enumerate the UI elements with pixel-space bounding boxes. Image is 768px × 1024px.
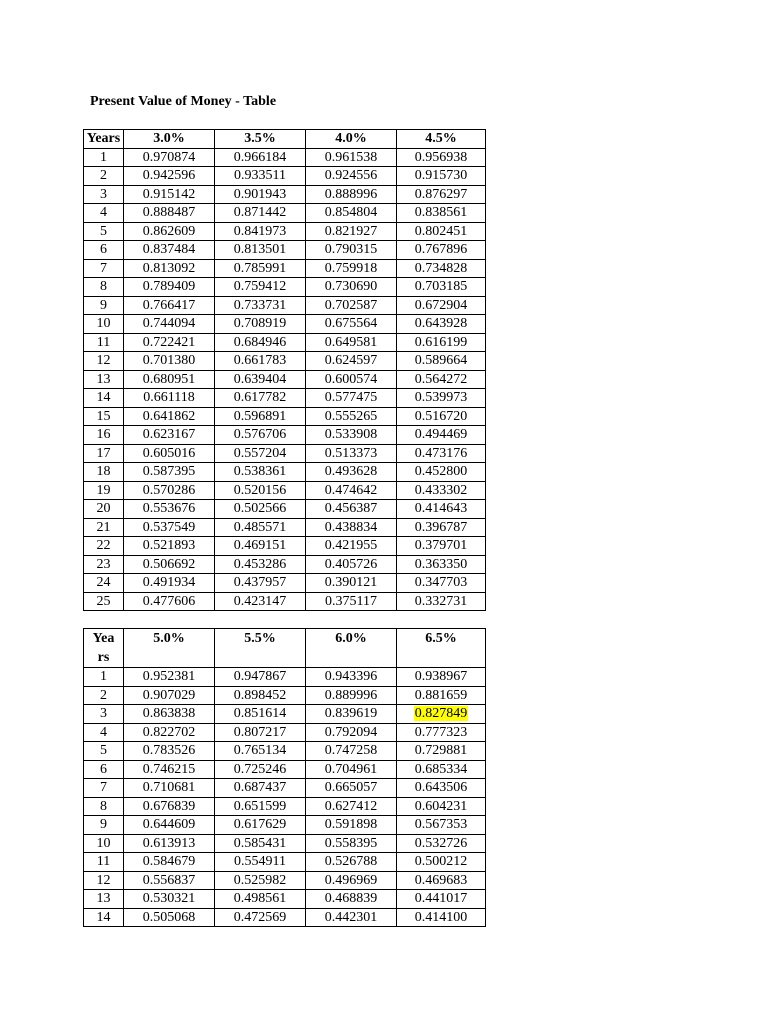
- value-cell: 0.766417: [124, 296, 215, 315]
- value-cell: 0.710681: [124, 779, 215, 798]
- value-cell: 0.889996: [306, 686, 397, 705]
- year-cell: 12: [84, 352, 124, 371]
- year-cell: 8: [84, 278, 124, 297]
- value-cell: 0.789409: [124, 278, 215, 297]
- value-cell: 0.453286: [215, 555, 306, 574]
- value-cell: 0.862609: [124, 222, 215, 241]
- year-cell: 6: [84, 241, 124, 260]
- value-cell: 0.807217: [215, 723, 306, 742]
- value-cell: 0.665057: [306, 779, 397, 798]
- year-cell: 6: [84, 760, 124, 779]
- value-cell: 0.703185: [397, 278, 486, 297]
- value-cell: 0.942596: [124, 167, 215, 186]
- value-cell: 0.675564: [306, 315, 397, 334]
- value-cell: 0.469151: [215, 537, 306, 556]
- year-cell: 13: [84, 890, 124, 909]
- value-cell: 0.557204: [215, 444, 306, 463]
- present-value-table-2: [83, 628, 486, 927]
- year-cell: 1: [84, 668, 124, 687]
- value-cell: 0.863838: [124, 705, 215, 724]
- year-cell: 19: [84, 481, 124, 500]
- year-cell: 9: [84, 816, 124, 835]
- value-cell: 0.491934: [124, 574, 215, 593]
- highlighted-value: 0.827849: [414, 706, 468, 722]
- value-cell: 0.624597: [306, 352, 397, 371]
- value-cell: 0.585431: [215, 834, 306, 853]
- year-cell: 10: [84, 315, 124, 334]
- value-cell: 0.841973: [215, 222, 306, 241]
- column-header-rate: 4.5%: [397, 130, 486, 149]
- value-cell: 0.643928: [397, 315, 486, 334]
- value-cell: 0.924556: [306, 167, 397, 186]
- value-cell: 0.661118: [124, 389, 215, 408]
- table-row: [84, 222, 486, 241]
- value-cell: 0.888996: [306, 185, 397, 204]
- year-cell: 8: [84, 797, 124, 816]
- table-row: [84, 537, 486, 556]
- value-cell: 0.533908: [306, 426, 397, 445]
- value-cell: 0.907029: [124, 686, 215, 705]
- year-cell: 23: [84, 555, 124, 574]
- value-cell: 0.783526: [124, 742, 215, 761]
- value-cell: 0.765134: [215, 742, 306, 761]
- table-row: [84, 333, 486, 352]
- value-cell: 0.526788: [306, 853, 397, 872]
- year-cell: 11: [84, 853, 124, 872]
- value-cell: 0.442301: [306, 908, 397, 927]
- value-cell: 0.792094: [306, 723, 397, 742]
- value-cell: 0.952381: [124, 668, 215, 687]
- table-row: [84, 407, 486, 426]
- year-cell: 7: [84, 259, 124, 278]
- table-row: [84, 908, 486, 927]
- value-cell: 0.474642: [306, 481, 397, 500]
- value-cell: 0.493628: [306, 463, 397, 482]
- value-cell: 0.539973: [397, 389, 486, 408]
- year-cell: 21: [84, 518, 124, 537]
- table-row: [84, 444, 486, 463]
- table-row: [84, 816, 486, 835]
- value-cell: 0.759918: [306, 259, 397, 278]
- table-row: [84, 779, 486, 798]
- year-cell: 10: [84, 834, 124, 853]
- value-cell: 0.956938: [397, 148, 486, 167]
- value-cell: 0.421955: [306, 537, 397, 556]
- value-cell: 0.733731: [215, 296, 306, 315]
- value-cell: 0.555265: [306, 407, 397, 426]
- value-cell: 0.576706: [215, 426, 306, 445]
- column-header-rate: 5.0%: [124, 629, 215, 668]
- value-cell: 0.570286: [124, 481, 215, 500]
- table-row: [84, 204, 486, 223]
- value-cell: 0.651599: [215, 797, 306, 816]
- year-cell: 14: [84, 908, 124, 927]
- table-row: [84, 426, 486, 445]
- value-cell: 0.506692: [124, 555, 215, 574]
- year-cell: 11: [84, 333, 124, 352]
- value-cell: 0.851614: [215, 705, 306, 724]
- year-cell: 24: [84, 574, 124, 593]
- value-cell: 0.379701: [397, 537, 486, 556]
- table-row: [84, 742, 486, 761]
- year-cell: 5: [84, 742, 124, 761]
- value-cell: 0.839619: [306, 705, 397, 724]
- value-cell: 0.390121: [306, 574, 397, 593]
- column-header-rate: 3.5%: [215, 130, 306, 149]
- value-cell: 0.898452: [215, 686, 306, 705]
- value-cell: 0.584679: [124, 853, 215, 872]
- table-row: [84, 871, 486, 890]
- column-header-rate: 3.0%: [124, 130, 215, 149]
- year-cell: 5: [84, 222, 124, 241]
- value-cell: 0.915142: [124, 185, 215, 204]
- value-cell: 0.623167: [124, 426, 215, 445]
- value-cell: 0.577475: [306, 389, 397, 408]
- value-cell: 0.747258: [306, 742, 397, 761]
- value-cell: 0.617782: [215, 389, 306, 408]
- value-cell: 0.641862: [124, 407, 215, 426]
- value-cell: 0.473176: [397, 444, 486, 463]
- table-row: [84, 259, 486, 278]
- table-row: [84, 463, 486, 482]
- value-cell: 0.734828: [397, 259, 486, 278]
- value-cell: 0.532726: [397, 834, 486, 853]
- table-header-row: [84, 629, 486, 668]
- value-cell: 0.785991: [215, 259, 306, 278]
- table-row: [84, 723, 486, 742]
- value-cell: 0.881659: [397, 686, 486, 705]
- column-header-rate: 5.5%: [215, 629, 306, 668]
- value-cell: 0.363350: [397, 555, 486, 574]
- value-cell: 0.813092: [124, 259, 215, 278]
- value-cell: 0.456387: [306, 500, 397, 519]
- value-cell: 0.525982: [215, 871, 306, 890]
- value-cell: 0.915730: [397, 167, 486, 186]
- value-cell: 0.521893: [124, 537, 215, 556]
- value-cell: 0.554911: [215, 853, 306, 872]
- value-cell: 0.438834: [306, 518, 397, 537]
- value-cell: 0.423147: [215, 592, 306, 611]
- value-cell: 0.600574: [306, 370, 397, 389]
- value-cell: 0.644609: [124, 816, 215, 835]
- year-cell: 25: [84, 592, 124, 611]
- value-cell: 0.643506: [397, 779, 486, 798]
- value-cell: 0.672904: [397, 296, 486, 315]
- value-cell: 0.708919: [215, 315, 306, 334]
- value-cell: 0.685334: [397, 760, 486, 779]
- table-row: [84, 389, 486, 408]
- value-cell: 0.396787: [397, 518, 486, 537]
- value-cell: 0.649581: [306, 333, 397, 352]
- value-cell: 0.744094: [124, 315, 215, 334]
- value-cell: 0.888487: [124, 204, 215, 223]
- value-cell: 0.639404: [215, 370, 306, 389]
- value-cell: 0.684946: [215, 333, 306, 352]
- table-row: [84, 592, 486, 611]
- value-cell: 0.759412: [215, 278, 306, 297]
- year-cell: 1: [84, 148, 124, 167]
- page-title: Present Value of Money - Table: [90, 94, 277, 109]
- value-cell: 0.627412: [306, 797, 397, 816]
- value-cell: 0.813501: [215, 241, 306, 260]
- value-cell: 0.746215: [124, 760, 215, 779]
- table-row: [84, 241, 486, 260]
- value-cell: 0.722421: [124, 333, 215, 352]
- year-cell: 17: [84, 444, 124, 463]
- value-cell: 0.496969: [306, 871, 397, 890]
- year-cell: 9: [84, 296, 124, 315]
- value-cell: 0.970874: [124, 148, 215, 167]
- year-cell: 3: [84, 705, 124, 724]
- year-cell: 16: [84, 426, 124, 445]
- value-cell: 0.876297: [397, 185, 486, 204]
- table-row: [84, 853, 486, 872]
- value-cell: 0.332731: [397, 592, 486, 611]
- year-cell: 22: [84, 537, 124, 556]
- value-cell: 0.596891: [215, 407, 306, 426]
- value-cell: 0.901943: [215, 185, 306, 204]
- value-cell: 0.604231: [397, 797, 486, 816]
- table-row: [84, 668, 486, 687]
- value-cell: 0.702587: [306, 296, 397, 315]
- value-cell: 0.538361: [215, 463, 306, 482]
- value-cell: 0.505068: [124, 908, 215, 927]
- value-cell: 0.661783: [215, 352, 306, 371]
- value-cell: 0.587395: [124, 463, 215, 482]
- value-cell: 0.767896: [397, 241, 486, 260]
- value-cell: 0.433302: [397, 481, 486, 500]
- value-cell: 0.567353: [397, 816, 486, 835]
- year-cell: 14: [84, 389, 124, 408]
- value-cell: 0.701380: [124, 352, 215, 371]
- value-cell: 0.725246: [215, 760, 306, 779]
- value-cell: 0.477606: [124, 592, 215, 611]
- value-cell: 0.730690: [306, 278, 397, 297]
- value-cell: 0.375117: [306, 592, 397, 611]
- value-cell: 0.961538: [306, 148, 397, 167]
- value-cell: 0.472569: [215, 908, 306, 927]
- value-cell: 0.605016: [124, 444, 215, 463]
- value-cell: 0.485571: [215, 518, 306, 537]
- value-cell: 0.837484: [124, 241, 215, 260]
- value-cell: 0.687437: [215, 779, 306, 798]
- table-row: [84, 296, 486, 315]
- year-cell: 4: [84, 723, 124, 742]
- table-header-row: [84, 130, 486, 149]
- table-row: [84, 370, 486, 389]
- value-cell: 0.564272: [397, 370, 486, 389]
- value-cell: 0.537549: [124, 518, 215, 537]
- table-row: [84, 185, 486, 204]
- value-cell: 0.821927: [306, 222, 397, 241]
- table-row: [84, 148, 486, 167]
- year-cell: 15: [84, 407, 124, 426]
- value-cell: 0.947867: [215, 668, 306, 687]
- value-cell: 0.589664: [397, 352, 486, 371]
- year-cell: 7: [84, 779, 124, 798]
- value-cell: 0.553676: [124, 500, 215, 519]
- value-cell: 0.556837: [124, 871, 215, 890]
- value-cell: 0.437957: [215, 574, 306, 593]
- value-cell: 0.854804: [306, 204, 397, 223]
- column-header-rate: 6.5%: [397, 629, 486, 668]
- value-cell: 0.452800: [397, 463, 486, 482]
- value-cell: 0.494469: [397, 426, 486, 445]
- table-row: [84, 797, 486, 816]
- value-cell: 0.498561: [215, 890, 306, 909]
- table-row: [84, 518, 486, 537]
- year-cell: 13: [84, 370, 124, 389]
- table-row: [84, 890, 486, 909]
- year-cell: 2: [84, 686, 124, 705]
- value-cell: 0.822702: [124, 723, 215, 742]
- value-cell: 0.790315: [306, 241, 397, 260]
- value-cell: 0.591898: [306, 816, 397, 835]
- column-header-years-label: Yea rs: [92, 631, 115, 665]
- table-row: [84, 555, 486, 574]
- value-cell: 0.676839: [124, 797, 215, 816]
- table-row: [84, 500, 486, 519]
- value-cell: 0.802451: [397, 222, 486, 241]
- value-cell: 0.617629: [215, 816, 306, 835]
- value-cell: 0.871442: [215, 204, 306, 223]
- table-row: [84, 705, 486, 724]
- table-row: [84, 167, 486, 186]
- year-cell: 18: [84, 463, 124, 482]
- value-cell: 0.500212: [397, 853, 486, 872]
- table-row: [84, 481, 486, 500]
- value-cell: 0.838561: [397, 204, 486, 223]
- value-cell: 0.502566: [215, 500, 306, 519]
- value-cell: 0.938967: [397, 668, 486, 687]
- column-header-years: Years: [84, 130, 124, 149]
- value-cell: 0.729881: [397, 742, 486, 761]
- table-row: [84, 834, 486, 853]
- table-body: [84, 668, 486, 927]
- value-cell: 0.943396: [306, 668, 397, 687]
- value-cell: 0.616199: [397, 333, 486, 352]
- column-header-years: [84, 629, 124, 668]
- value-cell: 0.704961: [306, 760, 397, 779]
- year-cell: 2: [84, 167, 124, 186]
- table-row: [84, 278, 486, 297]
- present-value-table-1: [83, 129, 486, 611]
- value-cell: 0.414643: [397, 500, 486, 519]
- table-row: [84, 760, 486, 779]
- value-cell: 0.520156: [215, 481, 306, 500]
- value-cell: 0.558395: [306, 834, 397, 853]
- table-row: [84, 686, 486, 705]
- value-cell: [397, 705, 486, 724]
- table-row: [84, 315, 486, 334]
- value-cell: 0.680951: [124, 370, 215, 389]
- column-header-rate: 6.0%: [306, 629, 397, 668]
- table-body: [84, 148, 486, 611]
- value-cell: 0.469683: [397, 871, 486, 890]
- year-cell: 20: [84, 500, 124, 519]
- year-cell: 12: [84, 871, 124, 890]
- year-cell: 4: [84, 204, 124, 223]
- value-cell: 0.347703: [397, 574, 486, 593]
- value-cell: 0.441017: [397, 890, 486, 909]
- year-cell: 3: [84, 185, 124, 204]
- value-cell: 0.516720: [397, 407, 486, 426]
- table-row: [84, 352, 486, 371]
- column-header-rate: 4.0%: [306, 130, 397, 149]
- value-cell: 0.468839: [306, 890, 397, 909]
- value-cell: 0.414100: [397, 908, 486, 927]
- value-cell: 0.777323: [397, 723, 486, 742]
- value-cell: 0.405726: [306, 555, 397, 574]
- value-cell: 0.966184: [215, 148, 306, 167]
- value-cell: 0.933511: [215, 167, 306, 186]
- table-row: [84, 574, 486, 593]
- value-cell: 0.513373: [306, 444, 397, 463]
- value-cell: 0.530321: [124, 890, 215, 909]
- value-cell: 0.613913: [124, 834, 215, 853]
